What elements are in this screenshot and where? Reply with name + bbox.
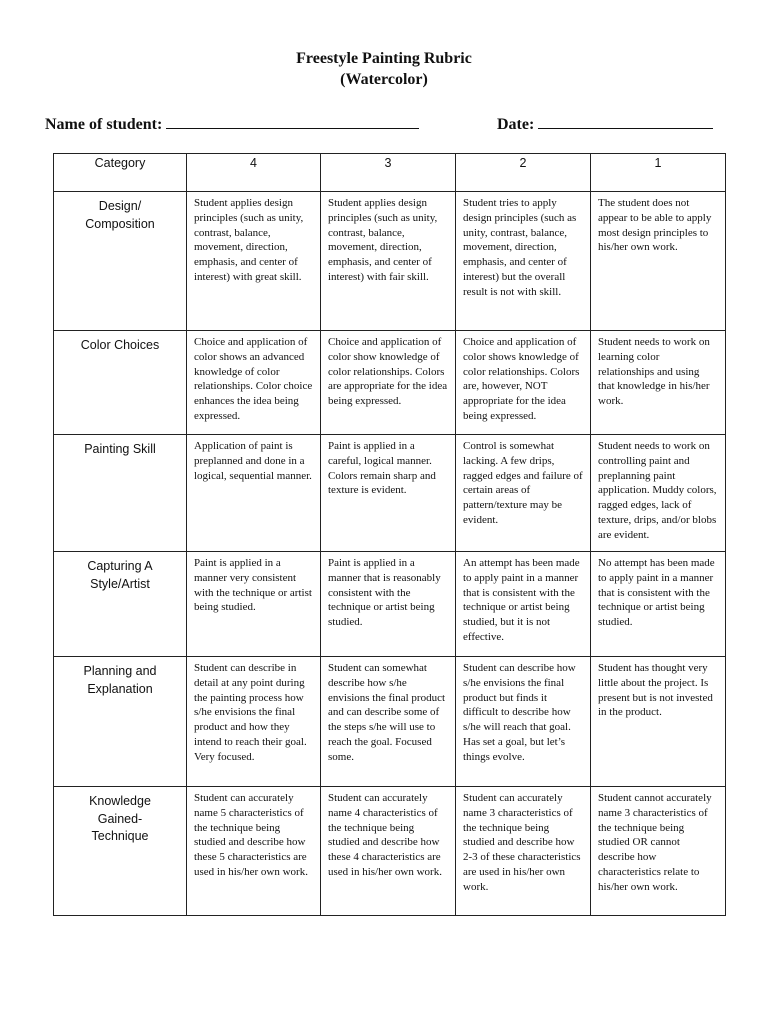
date-label: Date: <box>497 116 535 133</box>
criteria-cell: Paint is applied in a careful, logical manner. Colors remain sharp and texture is evident. <box>321 435 456 552</box>
criteria-cell: Student can accurately name 4 characteristics of the technique being studied and describe how these 4 characteristics are used in his/her own work. <box>321 787 456 916</box>
criteria-cell: Choice and application of color show knowledge of color relationships. Colors are appropriate for the idea being expressed. <box>321 331 456 435</box>
rubric-row <box>54 192 726 331</box>
column-header: 2 <box>456 154 591 192</box>
category-cell: Color Choices <box>54 331 187 435</box>
rubric-row <box>54 657 726 787</box>
criteria-cell: Student applies design principles (such as unity, contrast, balance, movement, direction, emphasis, and center of interest) with fair skill. <box>321 192 456 331</box>
criteria-cell: Student applies design principles (such as unity, contrast, balance, movement, direction, emphasis, and center of interest) with great skill. <box>187 192 321 331</box>
criteria-cell: Student can accurately name 5 characteristics of the technique being studied and describe how these 5 characteristics are used in his/her own work. <box>187 787 321 916</box>
criteria-cell: Paint is applied in a manner that is reasonably consistent with the technique or artist being studied. <box>321 552 456 657</box>
rubric-row <box>54 331 726 435</box>
criteria-cell: Student needs to work on learning color relationships and using that knowledge in his/her work. <box>591 331 726 435</box>
rubric-title: Freestyle Painting Rubric <box>296 50 472 67</box>
rubric-row <box>54 552 726 657</box>
date-line <box>497 113 713 134</box>
criteria-cell: Student can somewhat describe how s/he envisions the final product and can describe some of the steps s/he will use to reach the goal. Focused some. <box>321 657 456 787</box>
column-header: Category <box>54 154 187 192</box>
category-cell: Capturing A Style/Artist <box>54 552 187 657</box>
criteria-cell: Student cannot accurately name 3 characteristics of the technique being studied OR cannot describe how characteristics relate to his/her own work. <box>591 787 726 916</box>
document-title <box>0 48 768 90</box>
criteria-cell: Student needs to work on controlling paint and preplanning paint application. Muddy colors, ragged edges, lack of texture, drips, and/or blobs are evident. <box>591 435 726 552</box>
criteria-cell: Student tries to apply design principles (such as unity, contrast, balance, movement, direction, emphasis, and center of interest) but the overall result is not with skill. <box>456 192 591 331</box>
criteria-cell: Paint is applied in a manner very consistent with the technique or artist being studied. <box>187 552 321 657</box>
criteria-cell: Choice and application of color shows knowledge of color relationships. Colors are, however, NOT appropriate for the idea being expressed. <box>456 331 591 435</box>
column-header: 3 <box>321 154 456 192</box>
criteria-cell: Control is somewhat lacking. A few drips, ragged edges and failure of certain areas of pattern/texture may be evident. <box>456 435 591 552</box>
category-cell: Design/ Composition <box>54 192 187 331</box>
category-cell: Knowledge Gained- Technique <box>54 787 187 916</box>
student-name-blank <box>166 113 419 129</box>
criteria-cell: No attempt has been made to apply paint in a manner that is consistent with the technique or artist being studied. <box>591 552 726 657</box>
criteria-cell: The student does not appear to be able to apply most design principles to his/her own work. <box>591 192 726 331</box>
student-name-line <box>45 113 419 134</box>
date-blank <box>538 113 713 129</box>
criteria-cell: Student can accurately name 3 characteristics of the technique being studied and describe how 2-3 of these characteristics are used in his/her own work. <box>456 787 591 916</box>
column-header: 1 <box>591 154 726 192</box>
criteria-cell: Application of paint is preplanned and done in a logical, sequential manner. <box>187 435 321 552</box>
category-cell: Planning and Explanation <box>54 657 187 787</box>
criteria-cell: Choice and application of color shows an advanced knowledge of color relationships. Color choice enhances the idea being expressed. <box>187 331 321 435</box>
rubric-table <box>53 153 726 916</box>
criteria-cell: Student can describe how s/he envisions the final product but finds it difficult to describe how s/he will reach that goal. Has set a goal, but let’s things evolve. <box>456 657 591 787</box>
student-name-label: Name of student: <box>45 116 163 133</box>
rubric-subtitle: (Watercolor) <box>340 71 428 88</box>
header-row <box>54 154 726 192</box>
criteria-cell: An attempt has been made to apply paint in a manner that is consistent with the technique or artist being studied, but it is not effective. <box>456 552 591 657</box>
criteria-cell: Student can describe in detail at any point during the painting process how s/he envisions the final product and how they intend to reach their goal. Very focused. <box>187 657 321 787</box>
rubric-row <box>54 787 726 916</box>
rubric-row <box>54 435 726 552</box>
criteria-cell: Student has thought very little about the project. Is present but is not invested in the product. <box>591 657 726 787</box>
column-header: 4 <box>187 154 321 192</box>
category-cell: Painting Skill <box>54 435 187 552</box>
